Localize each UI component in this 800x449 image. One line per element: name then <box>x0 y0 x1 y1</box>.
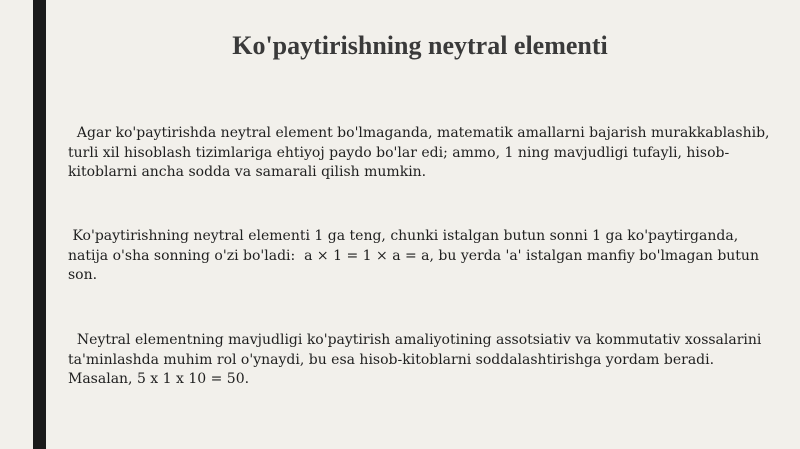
paragraph-3: Neytral elementning mavjudligi ko'paytirish amaliyotining assotsiativ va kommutativ xossalarini ta'minlashda muhim rol o'ynaydi, bu esa hisob-kitoblarni soddalashtirishga yordam beradi. Masalan, 5 x 1 x 10 = 50. <box>68 332 766 387</box>
left-accent-bar <box>33 0 46 449</box>
paragraph-1: Agar ko'paytirishda neytral element bo'lmaganda, matematik amallarni bajarish murakkablashib, turli xil hisoblash tizimlariga ehtiyoj paydo bo'lar edi; ammo, 1 ning mavjudligi tufayli, hisob-kitoblarni ancha sodda va samarali qilish mumkin. <box>68 125 774 180</box>
paragraph-2: Ko'paytirishning neytral elementi 1 ga teng, chunki istalgan butun sonni 1 ga ko'paytirganda, natija o'sha sonning o'zi bo'ladi: a × 1 = 1 × a = a, bu yerda 'a' istalgan manfiy bo'lmagan butun son. <box>68 228 764 283</box>
slide-title: Ko'paytirishning neytral elementi <box>232 31 608 60</box>
